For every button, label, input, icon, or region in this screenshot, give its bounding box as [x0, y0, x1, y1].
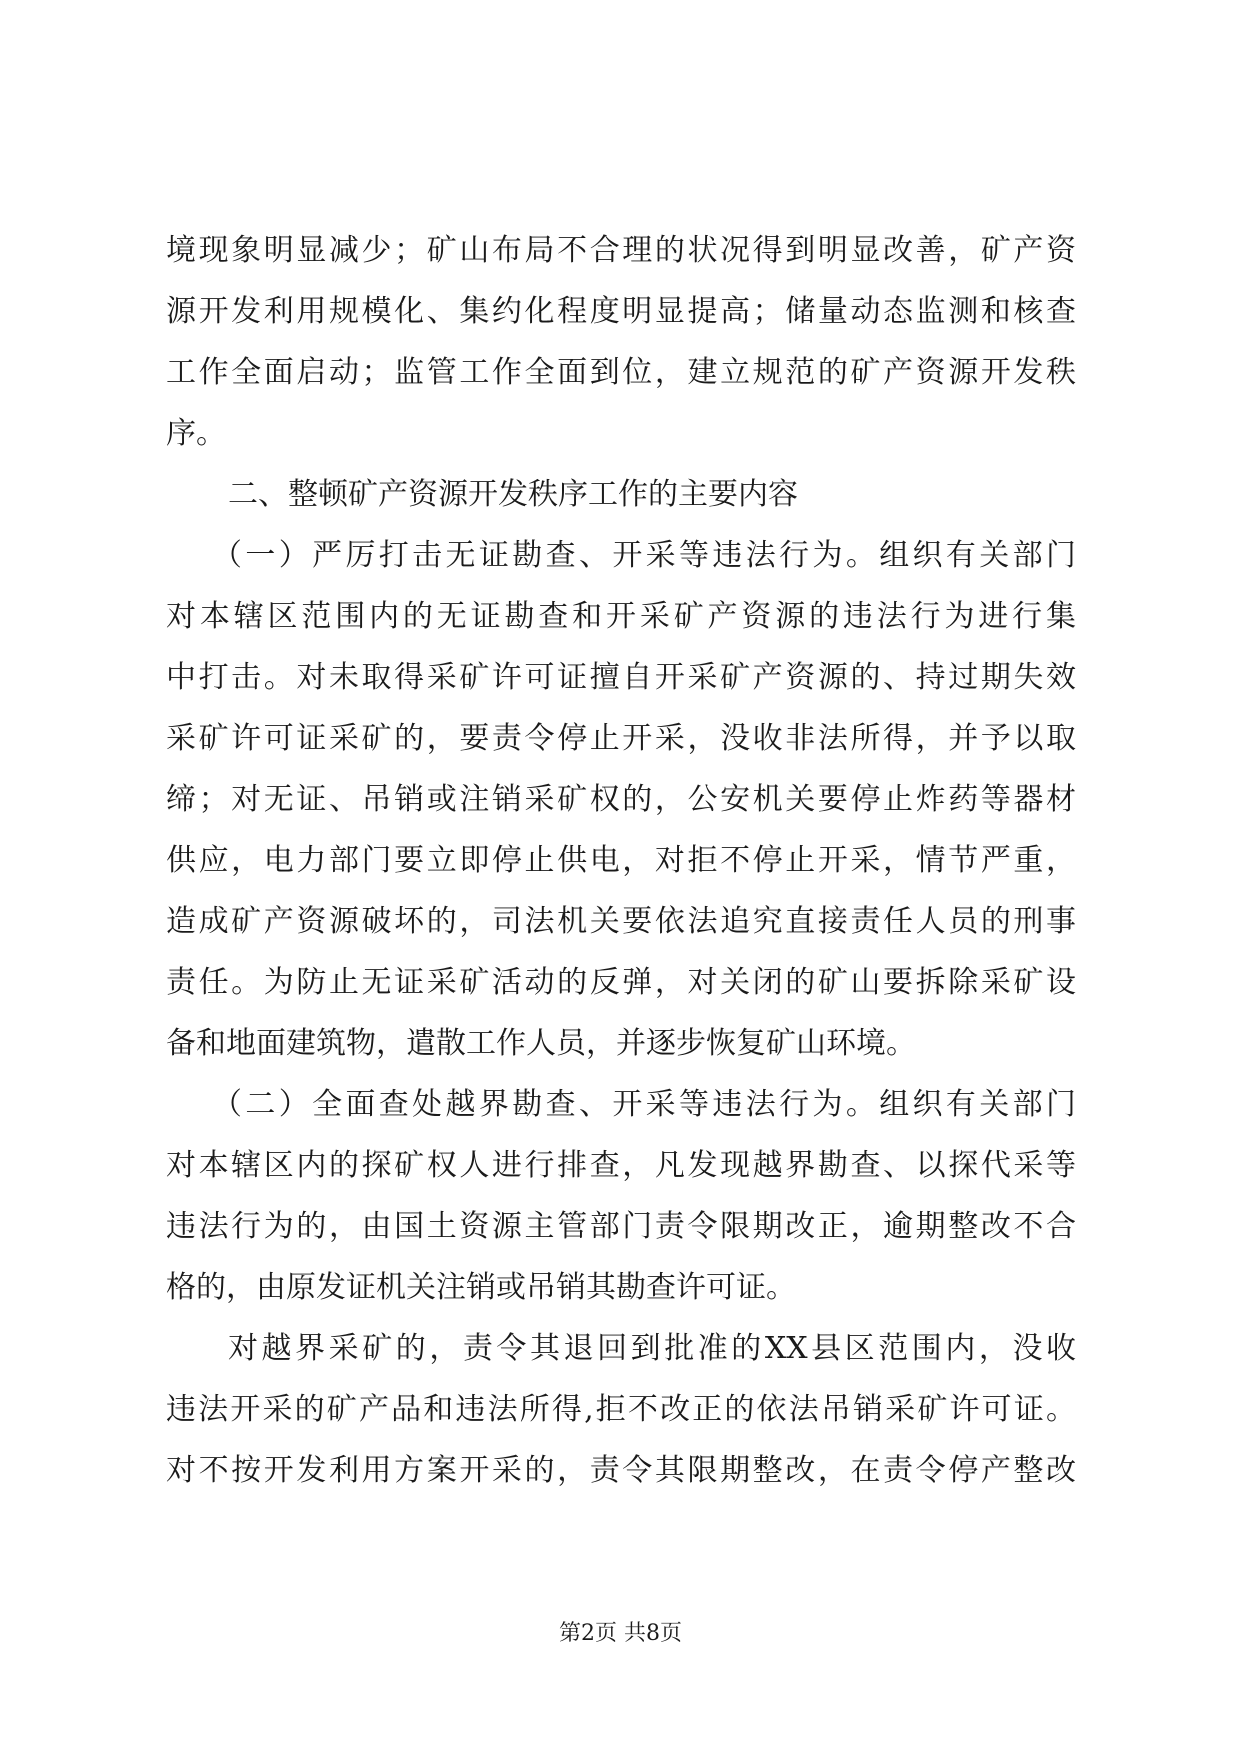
text-line: 格的，由原发证机关注销或吊销其勘查许可证。 — [166, 1270, 796, 1305]
text-line: 责任。为防止无证采矿活动的反弹，对关闭的矿山要拆除采矿设 — [166, 965, 1076, 1000]
text-line: （一）严厉打击无证勘查、开采等违法行为。组织有关部门 — [212, 538, 1076, 573]
text-line: 二、整顿矿产资源开发秩序工作的主要内容 — [228, 477, 798, 512]
text-line: 缔；对无证、吊销或注销采矿权的，公安机关要停止炸药等器材 — [166, 782, 1076, 817]
text-line: 中打击。对未取得采矿许可证擅自开采矿产资源的、持过期失效 — [166, 660, 1076, 695]
text-line: 采矿许可证采矿的，要责令停止开采，没收非法所得，并予以取 — [166, 721, 1076, 756]
page-footer: 第2页 共8页 — [559, 1621, 682, 1646]
text-line: 备和地面建筑物，遣散工作人员，并逐步恢复矿山环境。 — [166, 1026, 916, 1061]
text-line: 供应，电力部门要立即停止供电，对拒不停止开采，情节严重， — [166, 843, 1076, 878]
text-line: 违法开采的矿产品和违法所得,拒不改正的依法吊销采矿许可证。 — [166, 1392, 1076, 1427]
text-line: 造成矿产资源破坏的，司法机关要依法追究直接责任人员的刑事 — [166, 904, 1076, 939]
text-line: 对不按开发利用方案开采的，责令其限期整改，在责令停产整改 — [166, 1453, 1076, 1488]
text-line: 对本辖区内的探矿权人进行排查，凡发现越界勘查、以探代采等 — [166, 1148, 1076, 1183]
text-line: 境现象明显减少；矿山布局不合理的状况得到明显改善，矿产资 — [166, 233, 1076, 268]
text-line: 源开发利用规模化、集约化程度明显提高；储量动态监测和核查 — [166, 294, 1076, 329]
text-line: 对本辖区范围内的无证勘查和开采矿产资源的违法行为进行集 — [166, 599, 1076, 634]
text-line: 违法行为的，由国土资源主管部门责令限期改正，逾期整改不合 — [166, 1209, 1076, 1244]
text-line: 工作全面启动；监管工作全面到位，建立规范的矿产资源开发秩 — [166, 355, 1076, 390]
text-line: 序。 — [166, 416, 226, 451]
text-line: （二）全面查处越界勘查、开采等违法行为。组织有关部门 — [212, 1087, 1076, 1122]
text-line: 对越界采矿的，责令其退回到批准的XX县区范围内，没收 — [228, 1331, 1076, 1366]
document-body — [166, 220, 1076, 1501]
